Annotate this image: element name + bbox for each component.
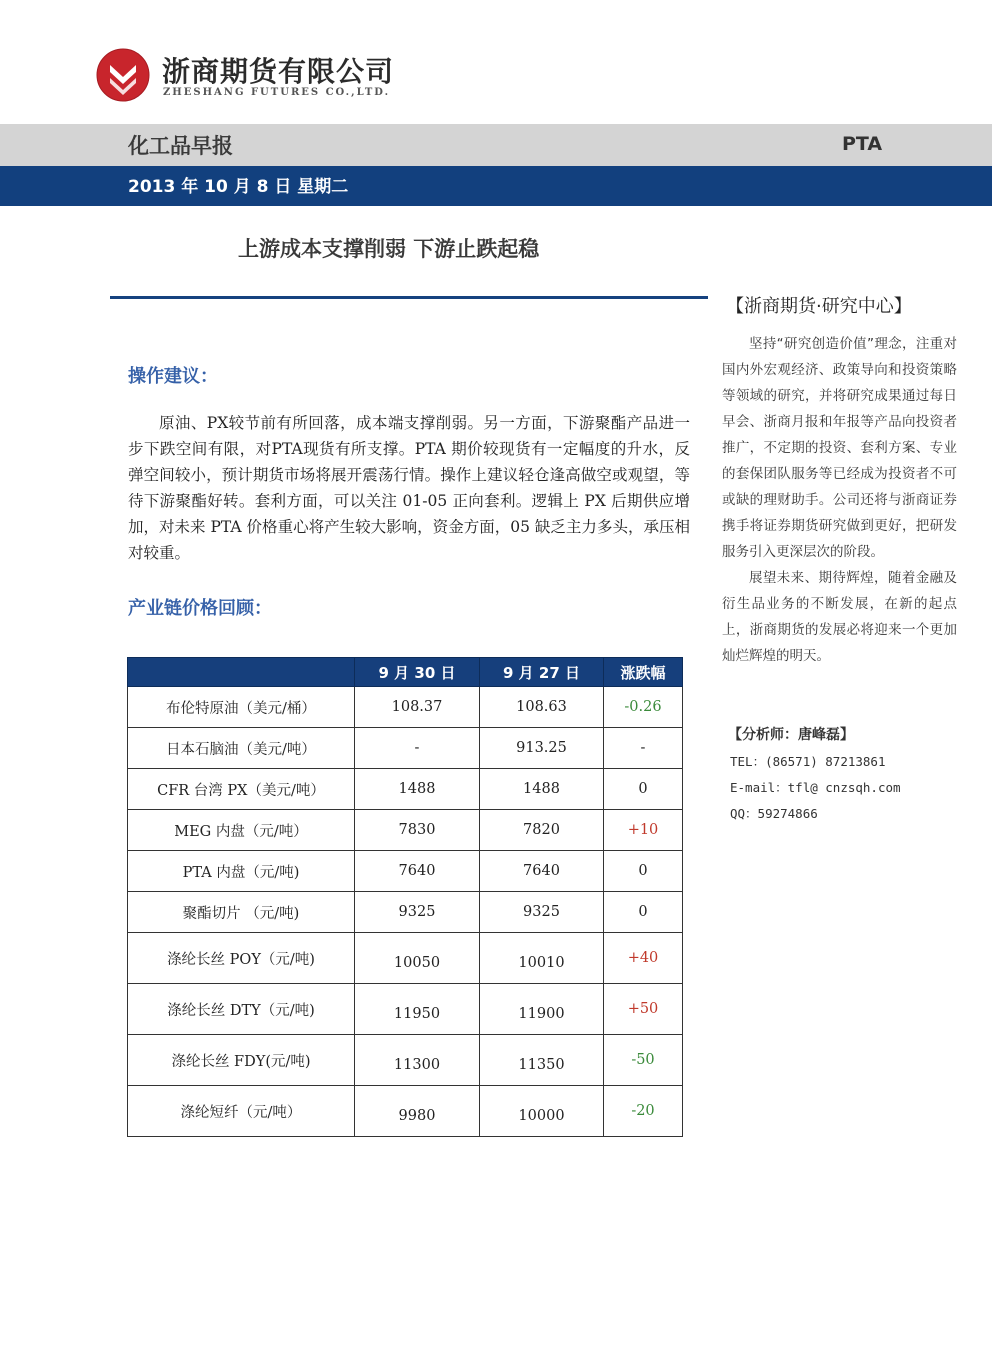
header-blank <box>128 658 355 687</box>
table-row <box>128 769 683 810</box>
row-change-cell: +10 <box>604 810 683 851</box>
company-name-cn: 浙商期货有限公司 <box>162 55 395 88</box>
analyst-email: E-mail：tfl@ cnzsqh.com <box>730 780 901 795</box>
row-change-cell: -20 <box>604 1086 683 1137</box>
review-section-title: 产业链价格回顾： <box>128 598 272 619</box>
row-value-date-1: 9980 <box>355 1086 480 1137</box>
sidebar-paragraph-1: 坚持“研究创造价值”理念，注重对国内外宏观经济、政策导向和投资策略等领域的研究，并将研究成果通过每日早会、浙商月报和年报等产品向投资者推广，不定期的投资、套利方案、专业的套保团队服务等已经成为投资者不可或缺的理财助手。公司还将与浙商证券携手将证券期货研究做到更好，把研发服务引入更深层次的阶段。 <box>722 336 957 560</box>
price-table-header <box>128 658 683 687</box>
row-name-cell: 涤纶短纤（元/吨） <box>128 1086 355 1137</box>
row-value-date-1: 108.37 <box>355 687 480 728</box>
row-name-cell: 涤纶长丝 POY（元/吨) <box>128 933 355 984</box>
row-value-date-2: 10000 <box>480 1086 604 1137</box>
row-change-cell: +50 <box>604 984 683 1035</box>
row-name-cell: 布伦特原油（美元/桶） <box>128 687 355 728</box>
product-tag: PTA <box>842 133 883 155</box>
row-value-date-1: 11300 <box>355 1035 480 1086</box>
header-date-1: 9 月 30 日 <box>355 658 480 687</box>
price-table <box>127 657 683 1137</box>
row-name-cell: 日本石脑油（美元/吨） <box>128 728 355 769</box>
company-name-en: ZHESHANG FUTURES CO.,LTD. <box>163 87 391 98</box>
analyst-tel: TEL：(86571) 87213861 <box>730 754 886 769</box>
row-name-cell: CFR 台湾 PX（美元/吨） <box>128 769 355 810</box>
row-change-cell: 0 <box>604 851 683 892</box>
row-value-date-1: 1488 <box>355 769 480 810</box>
row-change-cell: -50 <box>604 1035 683 1086</box>
advice-section-title: 操作建议： <box>128 366 218 387</box>
row-value-date-2: 108.63 <box>480 687 604 728</box>
header-date-2: 9 月 27 日 <box>480 658 604 687</box>
row-change-cell: 0 <box>604 769 683 810</box>
report-date: 2013 年 10 月 8 日 星期二 <box>128 177 349 197</box>
row-value-date-2: 7640 <box>480 851 604 892</box>
row-name-cell: 聚酯切片 （元/吨) <box>128 892 355 933</box>
row-value-date-1: 7640 <box>355 851 480 892</box>
analyst-qq: QQ：59274866 <box>730 806 818 821</box>
advice-paragraph: 原油、PX较节前有所回落，成本端支撑削弱。另一方面，下游聚酯产品进一步下跌空间有限，对PTA现货有所支撑。PTA 期价较现货有一定幅度的升水，反弹空间较小，预计期货市场将展开震荡行情。操作上建议轻仓逢高做空或观望，等待下游聚酯好转。套利方面，可以关注 01-05 正向套利。逻辑上 PX 后期供应增加，对未来 PTA 价格重心将产生较大影响，资金方面，05 缺乏主力多头，承压相对较重。 <box>128 414 690 562</box>
row-value-date-2: 11350 <box>480 1035 604 1086</box>
row-change-cell: - <box>604 728 683 769</box>
row-value-date-2: 9325 <box>480 892 604 933</box>
row-value-date-1: 10050 <box>355 933 480 984</box>
row-value-date-1: - <box>355 728 480 769</box>
row-name-cell: 涤纶长丝 DTY（元/吨) <box>128 984 355 1035</box>
report-type-title: 化工品早报 <box>128 134 233 158</box>
row-change-cell: +40 <box>604 933 683 984</box>
sidebar-intro <box>722 331 957 669</box>
table-row <box>128 810 683 851</box>
sidebar-paragraph-2: 展望未来、期待辉煌，随着金融及衍生品业务的不断发展，在新的起点上，浙商期货的发展必将迎来一个更加灿烂辉煌的明天。 <box>722 570 957 664</box>
table-row <box>128 1086 683 1137</box>
table-row <box>128 892 683 933</box>
row-name-cell: PTA 内盘（元/吨) <box>128 851 355 892</box>
row-change-cell: -0.26 <box>604 687 683 728</box>
row-value-date-2: 7820 <box>480 810 604 851</box>
row-value-date-2: 913.25 <box>480 728 604 769</box>
row-value-date-1: 11950 <box>355 984 480 1035</box>
row-value-date-1: 7830 <box>355 810 480 851</box>
company-logo-icon <box>96 48 150 102</box>
row-value-date-2: 1488 <box>480 769 604 810</box>
analyst-name: 【分析师：唐峰磊】 <box>728 727 854 743</box>
row-value-date-2: 10010 <box>480 933 604 984</box>
table-row <box>128 687 683 728</box>
row-value-date-1: 9325 <box>355 892 480 933</box>
header-change: 涨跌幅 <box>604 658 683 687</box>
row-name-cell: MEG 内盘（元/吨） <box>128 810 355 851</box>
table-row <box>128 1035 683 1086</box>
sidebar-title: 【浙商期货·研究中心】 <box>726 296 912 317</box>
table-row <box>128 933 683 984</box>
table-row <box>128 984 683 1035</box>
headline-divider <box>110 296 708 299</box>
row-value-date-2: 11900 <box>480 984 604 1035</box>
table-row <box>128 851 683 892</box>
row-name-cell: 涤纶长丝 FDY(元/吨) <box>128 1035 355 1086</box>
table-row <box>128 728 683 769</box>
row-change-cell: 0 <box>604 892 683 933</box>
report-headline: 上游成本支撑削弱 下游止跌起稳 <box>238 237 540 261</box>
